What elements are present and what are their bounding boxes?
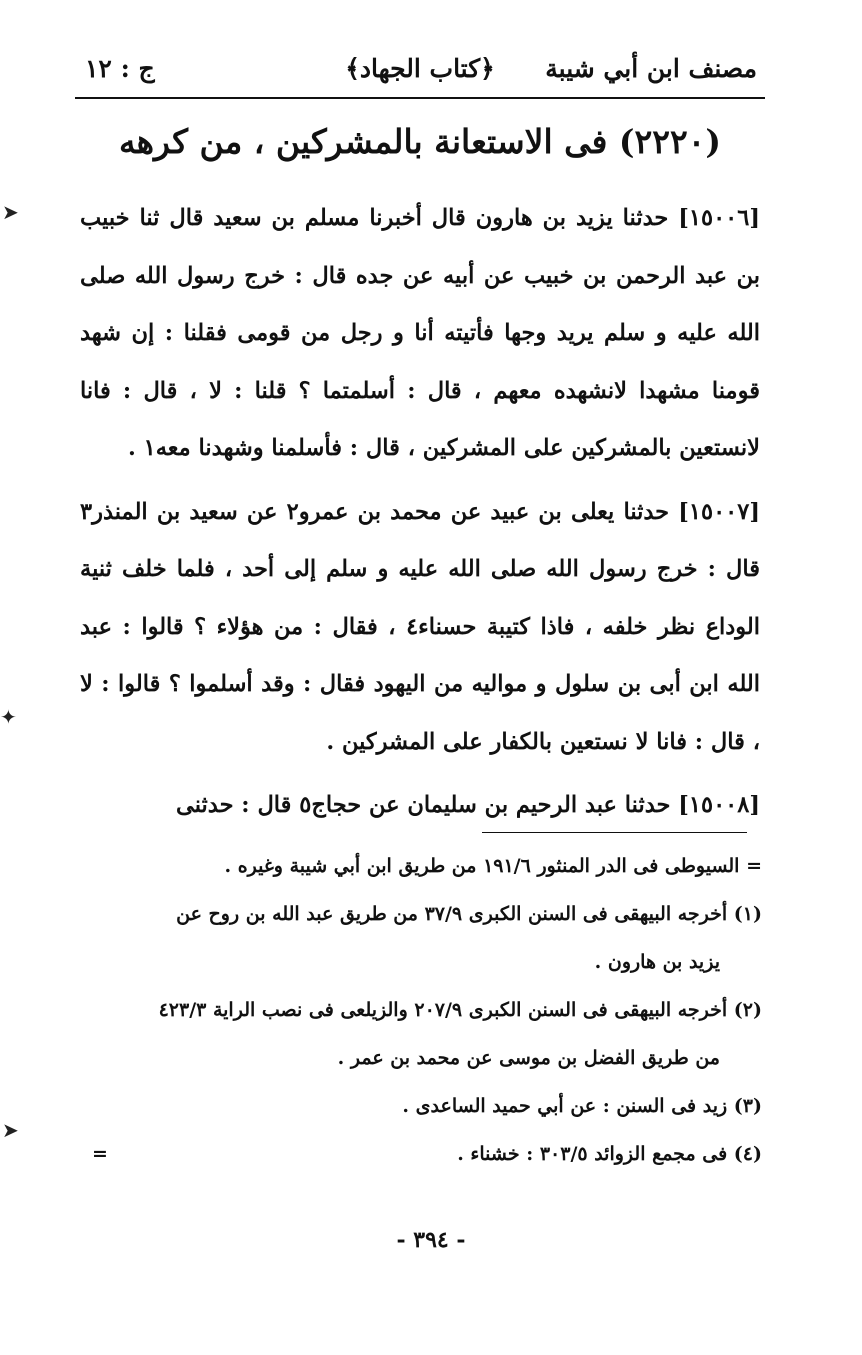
main-text xyxy=(80,190,760,835)
continuation-mark: = xyxy=(92,1143,108,1165)
footnote-3: (٣) زيد فى السنن : عن أبي حميد الساعدى . xyxy=(402,1095,762,1117)
section-title: ﴿كتاب الجهاد﴾ xyxy=(345,54,495,83)
margin-arrow-icon: ➤ xyxy=(2,1118,19,1142)
volume-label: ج : ١٢ xyxy=(85,54,155,83)
chapter-heading: (٢٢٢٠) فى الاستعانة بالمشركين ، من كرهه xyxy=(118,122,722,161)
footnote-2-continued: من طريق الفضل بن موسى عن محمد بن عمر . xyxy=(337,1047,720,1069)
hadith-15006: [١٥٠٠٦] حدثنا يزيد بن هارون قال أخبرنا مسلم بن سعيد قال ثنا خبيب بن عبد الرحمن بن خبيب عن أبيه عن جده قال : خرج رسول الله صلى الله عليه و سلم يريد وجها فأتيته أنا و رجل من قومى فقلنا : إن شهد قومنا مشهدا لانشهده معهم ، قال : أسلمتما ؟ قلنا : لا ، قال : فانا لانستعين بالمشركين على المشركين ، قال : فأسلمنا وشهدنا معه١ . xyxy=(80,205,760,461)
hadith-15007: [١٥٠٠٧] حدثنا يعلى بن عبيد عن محمد بن عمرو٢ عن سعيد بن المنذر٣ قال : خرج رسول الله صلى الله عليه و سلم إلى أحد ، فلما خلف ثنية الوداع نظر خلفه ، فاذا كتيبة حسناء٤ ، فقال : من هؤلاء ؟ قالوا : عبد الله ابن أبى بن سلول و مواليه من اليهود فقال : وقد أسلموا ؟ قالوا : لا ، قال : فانا لا نستعين بالكفار على المشركين . xyxy=(80,498,761,755)
book-title: مصنف ابن أبي شيبة xyxy=(545,54,757,83)
footnote-1-continued: يزيد بن هارون . xyxy=(594,951,720,973)
running-header xyxy=(75,48,765,98)
footnote-divider xyxy=(482,832,747,833)
margin-arrow-icon: ➤ xyxy=(2,200,19,224)
footnotes xyxy=(80,842,762,1178)
footnote-2: (٢) أخرجه البيهقى فى السنن الكبرى ٢٠٧/٩ والزيلعى فى نصب الراية ٤٢٣/٣ xyxy=(158,999,762,1021)
hadith-15008: [١٥٠٠٨] حدثنا عبد الرحيم بن سليمان عن حجاج٥ قال : حدثنى xyxy=(175,792,760,818)
footnote-carryover: = السيوطى فى الدر المنثور ١٩١/٦ من طريق ابن أبي شيبة وغيره . xyxy=(224,855,762,877)
margin-arrow-icon: ✦ xyxy=(0,705,17,729)
footnote-1: (١) أخرجه البيهقى فى السنن الكبرى ٣٧/٩ من طريق عبد الله بن روح عن xyxy=(176,903,762,925)
page-number: - ٣٩٤ - xyxy=(396,1227,466,1253)
footnote-4-text: (٤) فى مجمع الزوائد ٣٠٣/٥ : خشناء . xyxy=(457,1143,762,1165)
footnote-4 xyxy=(80,1130,762,1178)
header-divider xyxy=(75,97,765,99)
